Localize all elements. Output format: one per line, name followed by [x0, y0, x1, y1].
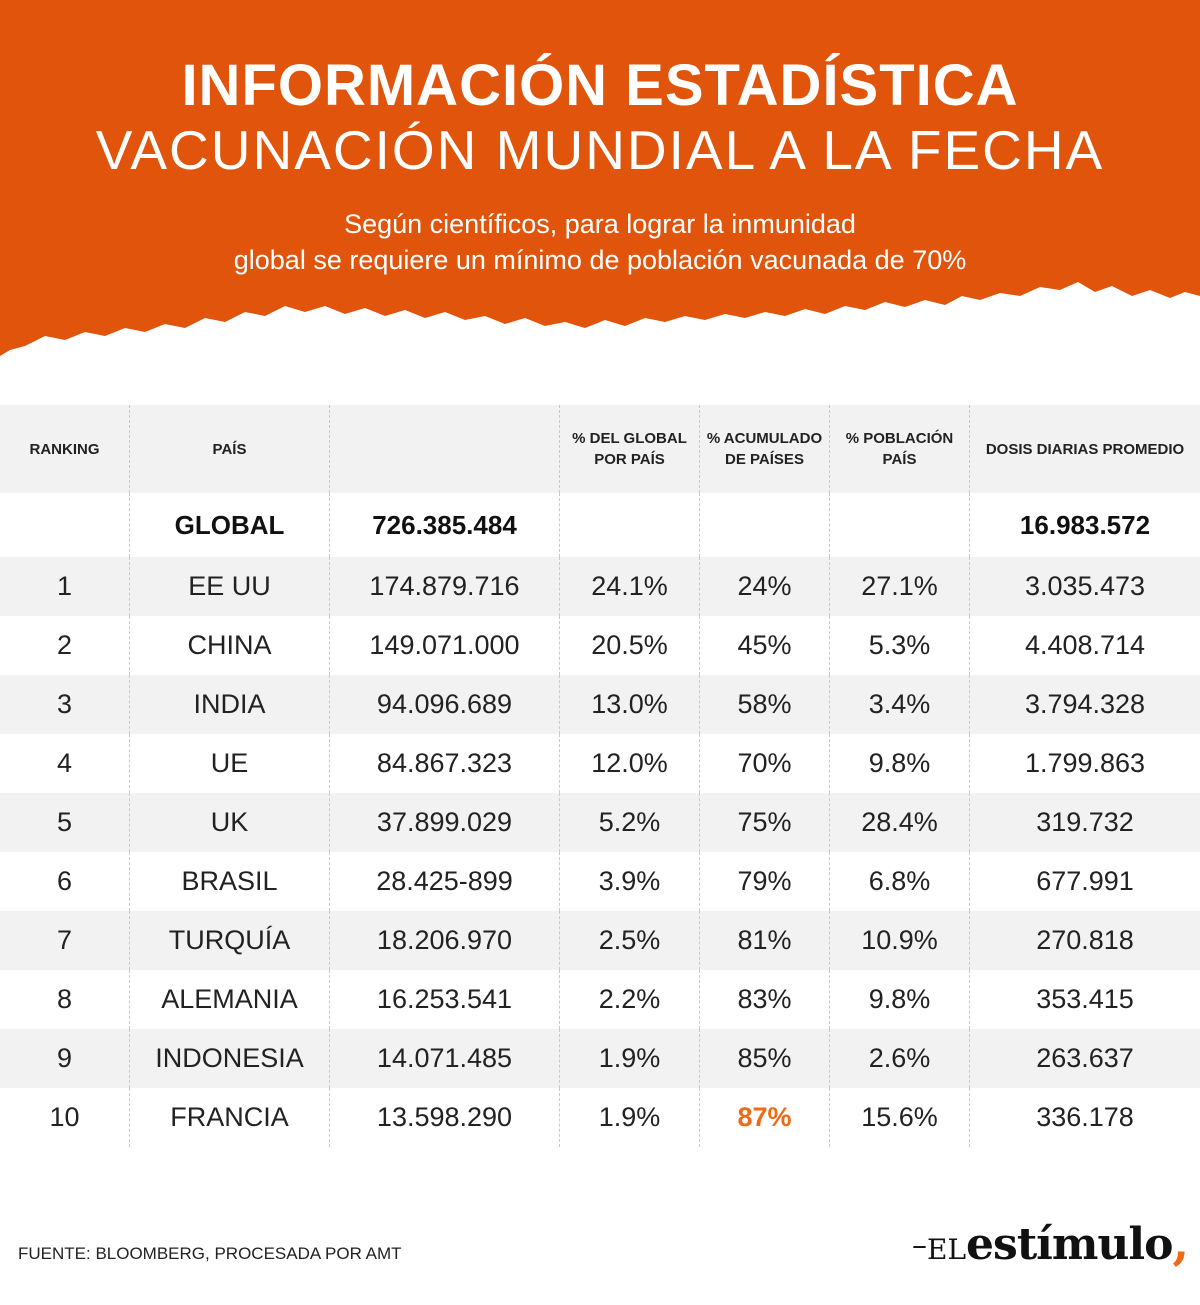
row-daily: 1.799.863	[1024, 748, 1146, 778]
row-ranking: 3	[0, 675, 130, 734]
row-country: EE UU	[130, 557, 330, 616]
row-daily: 319.732	[1036, 807, 1134, 837]
row-pct-global: 1.9%	[560, 1088, 700, 1147]
table-row	[0, 557, 1200, 616]
row-doses: 37.899.029	[330, 793, 560, 852]
row-ranking: 1	[0, 557, 130, 616]
row-ranking: 7	[0, 911, 130, 970]
row-ranking: 4	[0, 734, 130, 793]
row-doses: 14.071.485	[330, 1029, 560, 1088]
row-pct-population: 9.8%	[830, 970, 970, 1029]
title-line-2: VACUNACIÓN MUNDIAL A LA FECHA	[95, 119, 1105, 181]
vaccination-table	[0, 405, 1200, 1147]
header-banner	[0, 0, 1200, 400]
row-daily: 263.637	[1036, 1043, 1134, 1073]
row-pct-global: 5.2%	[560, 793, 700, 852]
row-pct-global: 3.9%	[560, 852, 700, 911]
row-ranking: 9	[0, 1029, 130, 1088]
row-daily: 4.408.714	[1024, 630, 1146, 660]
row-pct-population: 10.9%	[830, 911, 970, 970]
row-pct-population: 5.3%	[830, 616, 970, 675]
row-ranking: 8	[0, 970, 130, 1029]
row-doses: 16.253.541	[330, 970, 560, 1029]
subtitle-line-2: global se requiere un mínimo de población vacunada de 70%	[233, 245, 967, 275]
row-daily: 353.415	[1036, 984, 1134, 1014]
table-row	[0, 852, 1200, 911]
row-pct-cumulative: 81%	[700, 911, 830, 970]
row-doses: 149.071.000	[330, 616, 560, 675]
column-header-daily-doses: DOSIS DIARIAS PROMEDIO	[985, 440, 1185, 458]
row-pct-cumulative: 45%	[700, 616, 830, 675]
row-pct-population: 9.8%	[830, 734, 970, 793]
row-country: UE	[130, 734, 330, 793]
column-header-pct-cumulative: % ACUMULADO DE PAÍSES	[700, 405, 830, 493]
table-row	[0, 970, 1200, 1029]
row-doses: 28.425-899	[330, 852, 560, 911]
row-pct-cumulative: 70%	[700, 734, 830, 793]
table-row	[0, 793, 1200, 852]
row-pct-cumulative: 58%	[700, 675, 830, 734]
table-row	[0, 1088, 1200, 1147]
row-ranking: 5	[0, 793, 130, 852]
table-header-row	[0, 405, 1200, 493]
row-pct-global: 12.0%	[560, 734, 700, 793]
row-pct-cumulative: 83%	[700, 970, 830, 1029]
global-pct-global	[560, 493, 700, 557]
row-doses: 174.879.716	[330, 557, 560, 616]
row-daily: 3.794.328	[1024, 689, 1146, 719]
global-country: GLOBAL	[130, 493, 330, 557]
row-pct-cumulative: 85%	[700, 1029, 830, 1088]
column-header-pct-population: % POBLACIÓN PAÍS	[830, 405, 970, 493]
row-country: INDONESIA	[130, 1029, 330, 1088]
title-line-1: INFORMACIÓN ESTADÍSTICA	[181, 53, 1019, 118]
row-country: UK	[130, 793, 330, 852]
row-pct-global: 13.0%	[560, 675, 700, 734]
row-doses: 84.867.323	[330, 734, 560, 793]
row-country: ALEMANIA	[130, 970, 330, 1029]
row-pct-cumulative-highlight: 87%	[700, 1088, 830, 1147]
row-daily: 3.035.473	[1024, 571, 1146, 601]
logo-dash: –	[912, 1228, 927, 1263]
row-country: TURQUÍA	[130, 911, 330, 970]
row-doses: 13.598.290	[330, 1088, 560, 1147]
row-ranking: 2	[0, 616, 130, 675]
row-pct-cumulative: 24%	[700, 557, 830, 616]
row-pct-global: 24.1%	[560, 557, 700, 616]
el-estimulo-logo	[912, 1215, 1190, 1279]
global-ranking	[0, 493, 130, 557]
row-pct-global: 20.5%	[560, 616, 700, 675]
row-ranking: 6	[0, 852, 130, 911]
global-daily: 16.983.572	[1019, 509, 1151, 540]
row-pct-population: 27.1%	[830, 557, 970, 616]
row-doses: 94.096.689	[330, 675, 560, 734]
subtitle	[0, 206, 1200, 278]
row-daily: 336.178	[1036, 1102, 1134, 1132]
table-row	[0, 1029, 1200, 1088]
subtitle-line-1: Según científicos, para lograr la inmunidad	[344, 209, 856, 239]
row-pct-population: 6.8%	[830, 852, 970, 911]
row-pct-cumulative: 75%	[700, 793, 830, 852]
row-pct-population: 3.4%	[830, 675, 970, 734]
row-pct-population: 15.6%	[830, 1088, 970, 1147]
row-daily: 270.818	[1036, 925, 1134, 955]
logo-comma: ,	[1172, 1215, 1190, 1271]
row-country: BRASIL	[130, 852, 330, 911]
column-header-pct-global: % DEL GLOBAL POR PAÍS	[560, 405, 700, 493]
row-ranking: 10	[0, 1088, 130, 1147]
column-header-doses	[330, 405, 560, 493]
row-country: INDIA	[130, 675, 330, 734]
row-pct-population: 28.4%	[830, 793, 970, 852]
global-pct-population	[830, 493, 970, 557]
row-daily: 677.991	[1036, 866, 1134, 896]
global-total-row	[0, 493, 1200, 557]
row-pct-global: 2.5%	[560, 911, 700, 970]
global-pct-cumulative	[700, 493, 830, 557]
row-country: CHINA	[130, 616, 330, 675]
row-pct-global: 1.9%	[560, 1029, 700, 1088]
row-country: FRANCIA	[130, 1088, 330, 1147]
table-row	[0, 616, 1200, 675]
source-note: FUENTE: BLOOMBERG, PROCESADA POR AMT	[18, 1244, 402, 1263]
row-pct-cumulative: 79%	[700, 852, 830, 911]
logo-word: estímulo	[966, 1219, 1173, 1270]
table-row	[0, 734, 1200, 793]
row-pct-global: 2.2%	[560, 970, 700, 1029]
column-header-ranking: RANKING	[0, 405, 130, 493]
column-header-country: PAÍS	[130, 405, 330, 493]
row-doses: 18.206.970	[330, 911, 560, 970]
table-row	[0, 911, 1200, 970]
row-pct-population: 2.6%	[830, 1029, 970, 1088]
global-doses: 726.385.484	[330, 493, 560, 557]
table-row	[0, 675, 1200, 734]
logo-prefix: EL	[927, 1233, 967, 1266]
